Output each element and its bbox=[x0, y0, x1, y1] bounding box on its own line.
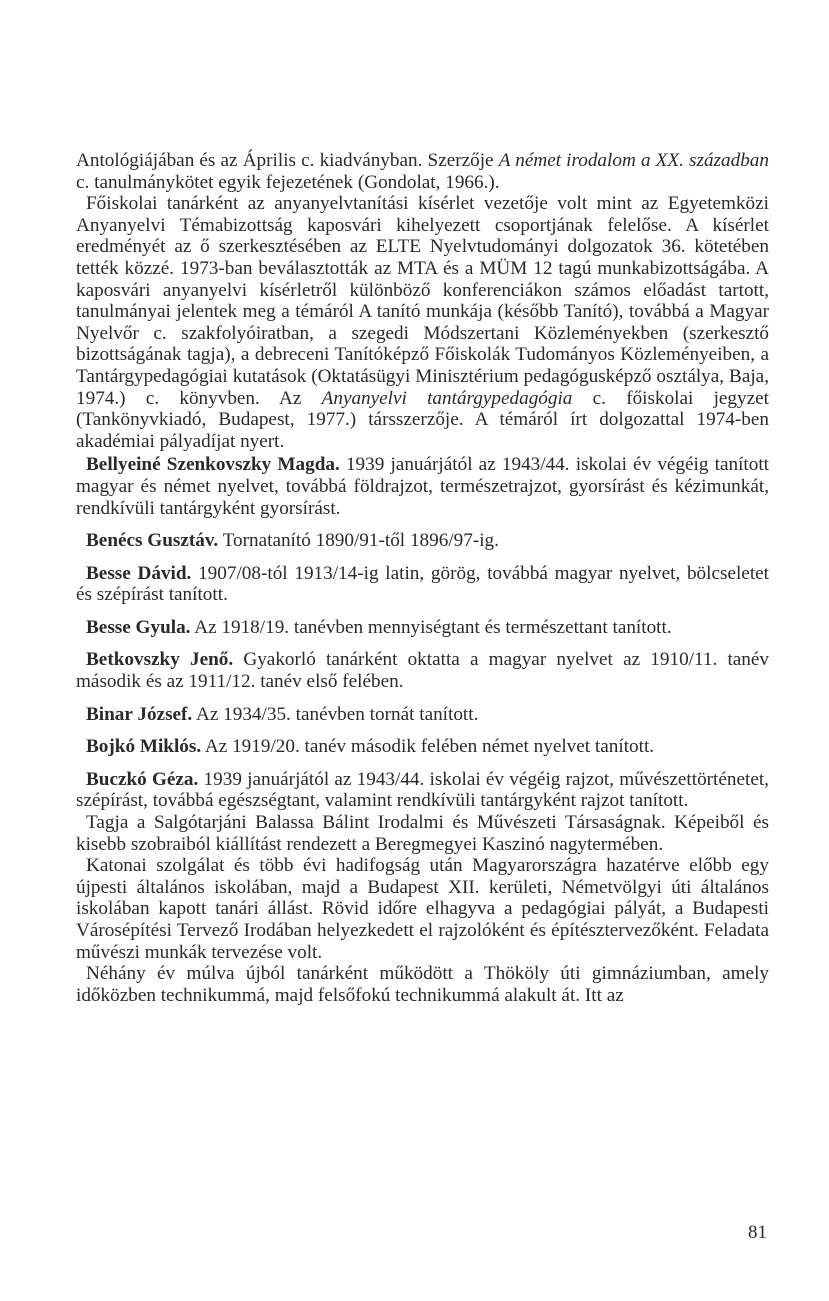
entry-text: 1939 januárjától az 1943/44. iskolai év végéig tanított magyar és német nyelvet, továbbá földrajzot, természetrajzot, gyorsírást és kézimunkát, rendkívüli tantárgyként gyorsírást. bbox=[76, 454, 769, 519]
intro-text-1b: c. tanulmánykötet egyik fejezetének (Gondolat, 1966.). bbox=[76, 171, 500, 193]
entry-name: Besse Gyula. bbox=[86, 616, 191, 638]
page-number: 81 bbox=[748, 1222, 767, 1243]
entry-name: Buczkó Géza. bbox=[86, 768, 199, 790]
entry-0 bbox=[76, 454, 769, 519]
entry-text: Gyakorló tanárként oktatta a magyar nyelvet az 1910/11. tanév második és az 1911/12. tanév első felében. bbox=[76, 649, 769, 693]
book-title-german-literature: A német irodalom a XX. században bbox=[498, 150, 769, 171]
intro-text-1a: Antológiájában és az Április c. kiadványban. Szerzője bbox=[76, 150, 499, 171]
entry-name: Bellyeiné Szenkovszky Magda. bbox=[86, 454, 340, 476]
entry-text: Az 1919/20. tanév második felében német nyelvet tanított. bbox=[201, 736, 655, 758]
entry-text: Az 1934/35. tanévben tornát tanított. bbox=[192, 703, 479, 725]
entry-text: 1907/08-tól 1913/14-ig latin, görög, továbbá magyar nyelvet, bölcseletet és szépírást tanított. bbox=[76, 562, 770, 606]
page-body bbox=[76, 150, 769, 1006]
intro-text-2b: c. főiskolai jegyzet (Tankönyvkiadó, Budapest, 1977.) társszerzője. A témáról írt dolgozattal 1974-ben akadémiai pályadíjat nyert. bbox=[76, 387, 769, 452]
entry-name: Binar József. bbox=[86, 703, 193, 725]
entry-6 bbox=[76, 736, 769, 758]
continuation-paragraph-2: Katonai szolgálat és több évi hadifogság után Magyarországra hazatérve előbb egy újpesti általános iskolában, majd a Budapest XII. kerületi, Németvölgyi úti általános iskolában kapott tanári állást. Rövid időre elhagyva a pedagógiai pályát, a Budapesti Városépítési Tervező Irodában helyezkedett el rajzolóként és építésztervezőként. Feladata művészi munkák tervezése volt. bbox=[76, 855, 769, 963]
entry-4 bbox=[76, 649, 769, 692]
entry-name: Besse Dávid. bbox=[86, 562, 192, 584]
continuation-paragraph-3: Néhány év múlva újból tanárként működött a Thököly úti gimnáziumban, amely időközben technikummá, majd felsőfokú technikummá alakult át. Itt az bbox=[76, 963, 769, 1006]
entry-2 bbox=[76, 563, 769, 606]
continuation-paragraph-1: Tagja a Salgótarjáni Balassa Bálint Irodalmi és Művészeti Társaságnak. Képeiből és kisebb szobraiból kiállítást rendezett a Beregmegyei Kaszinó nagytermében. bbox=[76, 812, 769, 855]
entry-7 bbox=[76, 769, 769, 812]
intro-text-2a: Főiskolai tanárként az anyanyelvtanítási kísérlet vezetője volt mint az Egyetemközi Anyanyelvi Témabizottság kaposvári kihelyezett csoportjának felelőse. A kísérlet eredményét az ő szerkesztésében az ELTE Nyelvtudományi dolgozatok 36. kötetében tették közzé. 1973-ban beválasztották az MTA és a MÜM 12 tagú munkabizottságába. A kaposvári anyanyelvi kísérletről különböző konferenciákon számos előadást tartott, tanulmányai jelentek meg a témáról A tanító munkája (később Tanító), továbbá a Magyar Nyelvőr c. szakfolyóiratban, a szegedi Módszertani Közleményekben (szerkesztő bizottságának tagja), a debreceni Tanítóképző Főiskolák Tudományos Közleményeiben, a Tantárgypedagógiai kutatások (Oktatásügyi Minisztérium pedagógusképző osztálya, Baja, 1974.) c. könyvben. Az bbox=[76, 193, 769, 409]
intro-paragraph-2 bbox=[76, 193, 769, 452]
entry-text: Az 1918/19. tanévben mennyiségtant és természettant tanított. bbox=[190, 616, 672, 638]
entry-name: Benécs Gusztáv. bbox=[86, 530, 219, 552]
entry-text: 1939 januárjától az 1943/44. iskolai év végéig rajzot, művészettörténetet, szépírást, továbbá egészségtant, valamint rendkívüli tantárgyként rajzot tanított. bbox=[76, 768, 769, 812]
book-title-anyanyelvi: Anyanyelvi tantárgypedagógia bbox=[321, 387, 573, 409]
entry-3 bbox=[76, 617, 769, 639]
entry-text: Tornatanító 1890/91-től 1896/97-ig. bbox=[218, 530, 499, 552]
entry-1 bbox=[76, 530, 769, 552]
entry-name: Bojkó Miklós. bbox=[86, 736, 202, 758]
entry-5 bbox=[76, 704, 769, 726]
entry-name: Betkovszky Jenő. bbox=[86, 649, 234, 671]
intro-paragraph-1 bbox=[76, 150, 769, 193]
